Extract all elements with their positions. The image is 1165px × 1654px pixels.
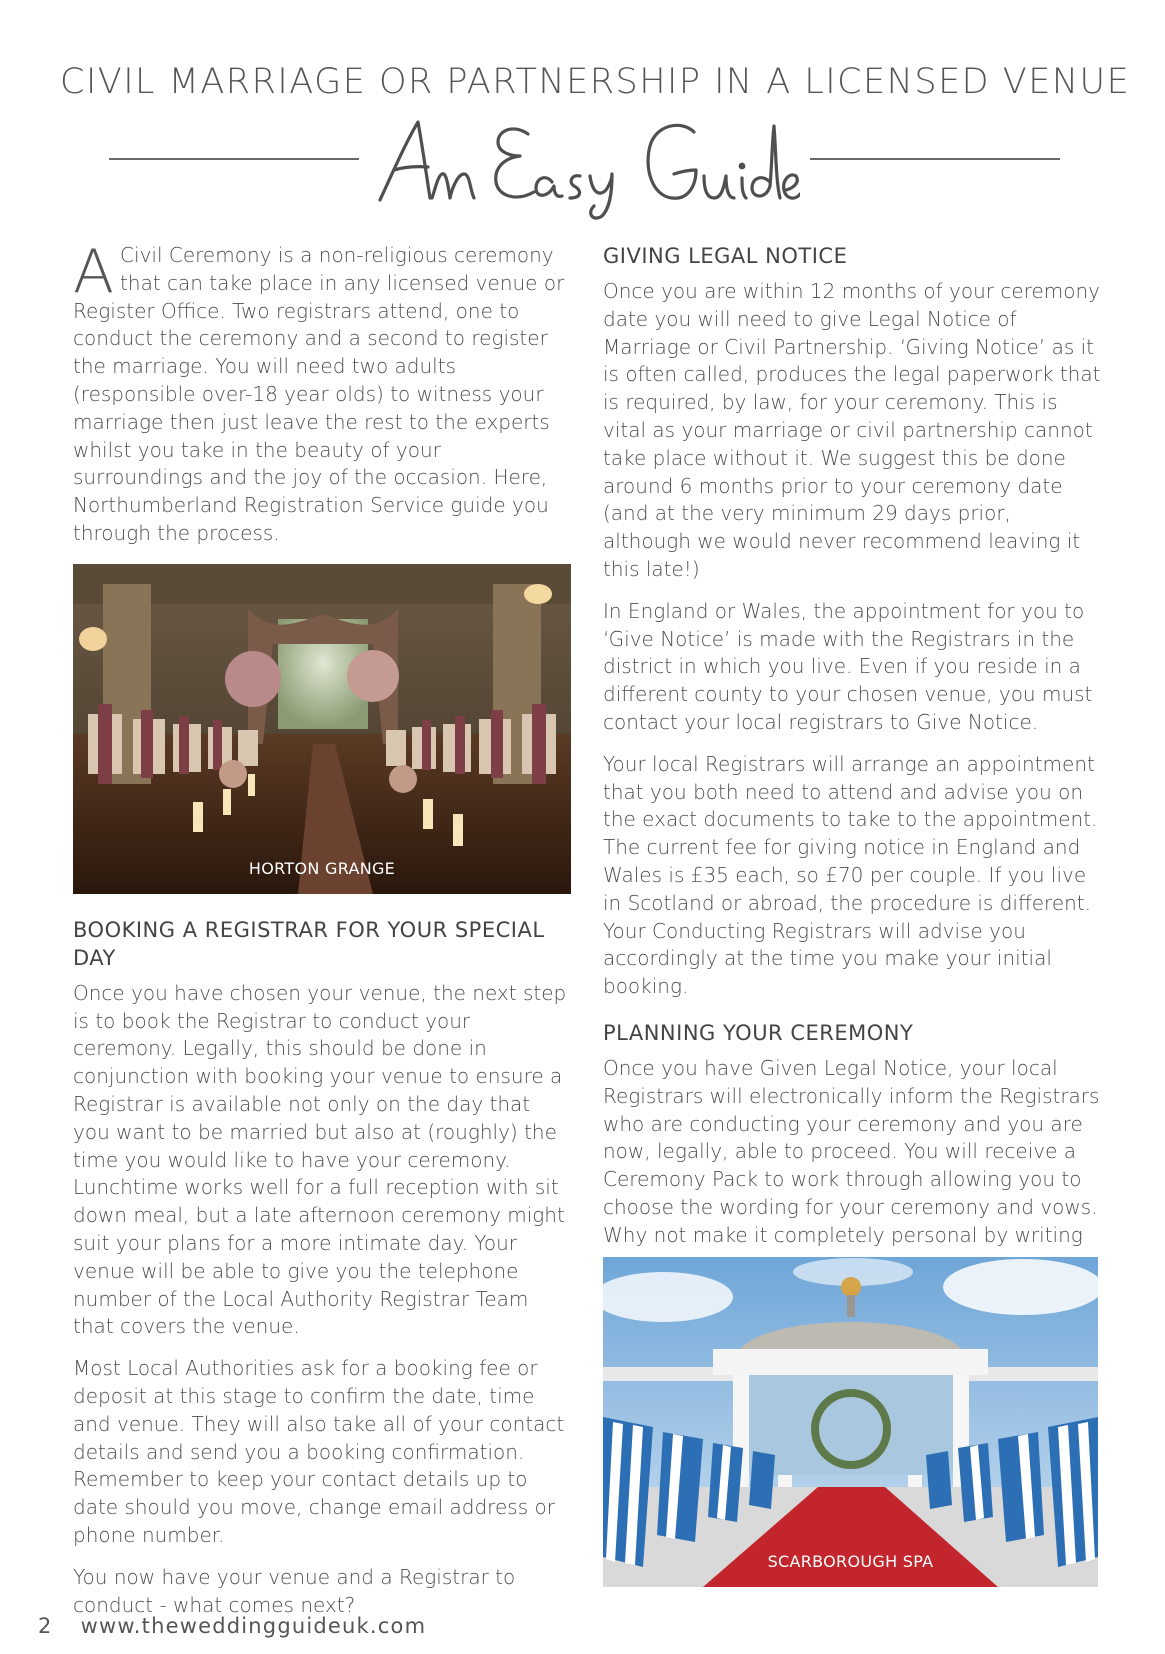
intro-text: Civil Ceremony is a non-religious ceremony that can take place in any licensed venue or Register Office. Two registrars attend, one to conduct the ceremony and a second to register the marriage. You will need two adults (responsible over-18 year olds) to witness your marriage then just leave the rest to the experts whilst you take in the beauty of your surroundings and the joy of the occasion. Here, Northumberland Registration Service guide you through the process. [73, 243, 565, 545]
bandstand-image [603, 1257, 1098, 1587]
booking-paragraph: You now have your venue and a Registrar to conduct - what comes next? [73, 1564, 516, 1617]
scarborough-spa-photo [603, 1257, 1098, 1587]
horton-grange-caption: HORTON GRANGE [248, 858, 396, 878]
booking-paragraph: Once you have chosen your venue, the next step is to book the Registrar to conduct your ceremony. Legally, this should be done in conjunction with booking your venue to ensure a Registrar is available not only on the day that you want to be married but also at (roughly) the time you would like to have your ceremony. Lunchtime works well for a full reception with sit down meal, but a late afternoon ceremony might suit your plans for a more intimate day. Your venue will be able to give you the telephone number of the Local Authority Registrar Team that covers the venue. [73, 980, 567, 1339]
booking-paragraph: Most Local Authorities ask for a booking fee or deposit at this stage to confirm the date, time and venue. They will also take all of your contact details and send you a booking confirmation. Remember to keep your contact details up to date should you move, change email address or phone number. [73, 1356, 565, 1547]
notice-paragraph: Your local Registrars will arrange an appointment that you both need to attend and advise you on the exact documents to take to the appointment. The current fee for giving notice in England and Wales is £35 each, so £70 per couple. If you live in Scotland or abroad, the procedure is different. Your Conducting Registrars will advise you accordingly at the time you make your initial booking. [603, 751, 1098, 999]
right-column [603, 242, 1101, 1250]
footer-url[interactable]: www.theweddingguideuk.com [80, 1614, 427, 1638]
ceremony-room-image [73, 564, 571, 894]
page-footer [38, 1614, 426, 1638]
page-title: CIVIL MARRIAGE OR PARTNERSHIP IN A LICENSED VENUE [60, 62, 1131, 102]
booking-heading: BOOKING A REGISTRAR FOR YOUR SPECIAL DAY [73, 917, 545, 970]
page-number: 2 [38, 1614, 53, 1638]
planning-heading: PLANNING YOUR CEREMONY [603, 1020, 914, 1045]
notice-paragraph: In England or Wales, the appointment for you to ‘Give Notice’ is made with the Registrars in the district in which you live. Even if you reside in a different county to your chosen venue, you must contact your local registrars to Give Notice. [603, 598, 1093, 734]
notice-heading: GIVING LEGAL NOTICE [603, 244, 848, 268]
planning-paragraph: Once you have Given Legal Notice, your local Registrars will electronically inform the Registrars who are conducting your ceremony and you are now, legally, able to proceed. You will receive a Ceremony Pack to work through allowing you to choose the wording for your ceremony and vows. Why not make it completely personal by writing [603, 1055, 1100, 1247]
intro-paragraph [73, 237, 571, 548]
scarborough-spa-caption: SCARBOROUGH SPA [767, 1552, 934, 1571]
notice-paragraph: Once you are within 12 months of your ceremony date you will need to give Legal Notice of Marriage or Civil Partnership. ‘Giving Notice’ as it is often called, produces the legal paperwork that is required, by law, for your ceremony. This is vital as your marriage or civil partnership cannot take place without it. We suggest this be done around 6 months prior to your ceremony date (and at the very minimum 29 days prior, although we would never recommend leaving it this late!) [603, 279, 1101, 581]
script-title-artwork [370, 112, 800, 222]
drop-cap: A [73, 237, 115, 307]
title-rule-right [810, 158, 1060, 160]
left-column [73, 237, 571, 1619]
title-rule-left [109, 158, 359, 160]
horton-grange-photo [73, 564, 571, 894]
